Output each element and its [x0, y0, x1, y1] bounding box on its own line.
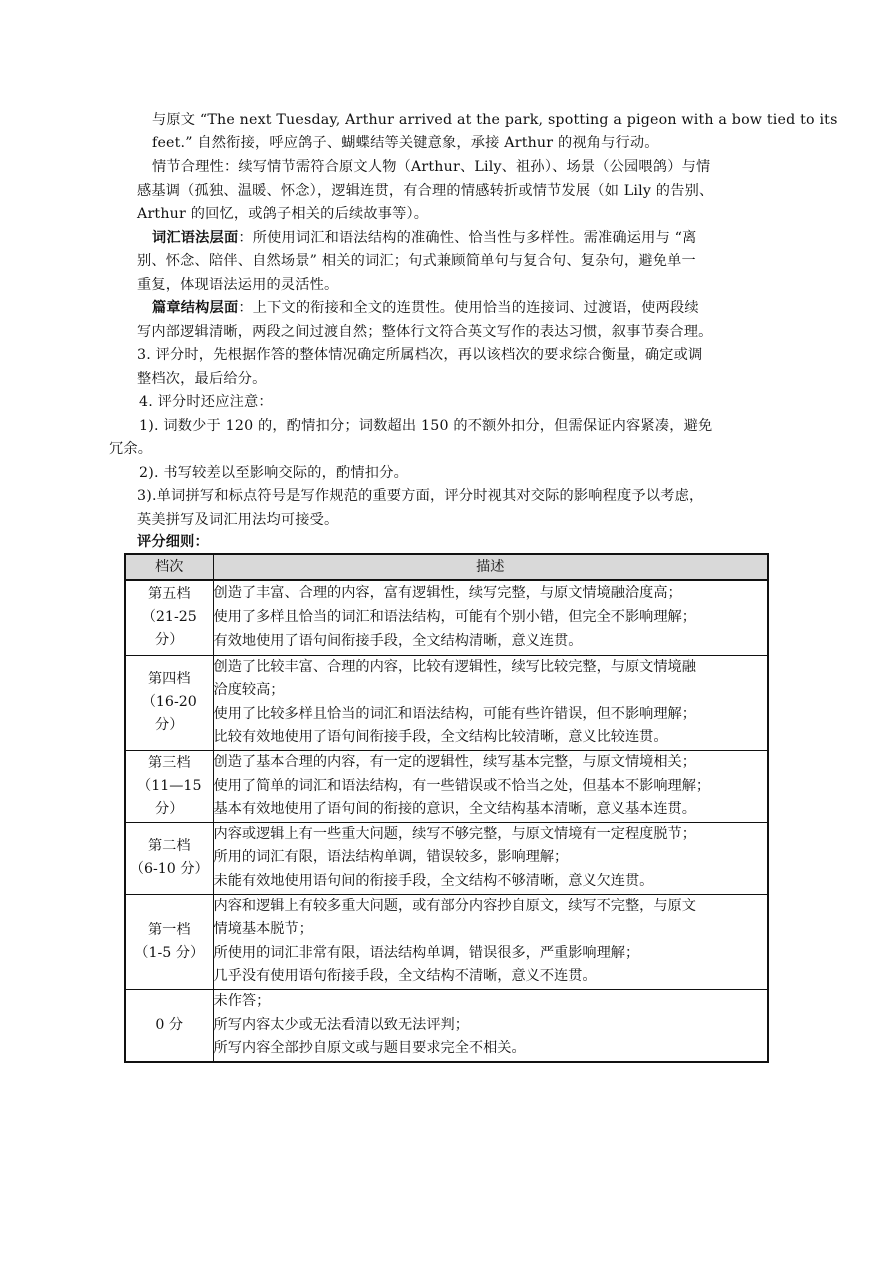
- struct-line-1: [152, 297, 699, 319]
- level-cell: 第五档 （21-25 分）: [125, 580, 213, 655]
- description-cell: 创造了比较丰富、合理的内容，比较有逻辑性，续写比较完整，与原文情境融 洽度较高； 使用了比较多样且恰当的词汇和语法结构，可能有些许错误，但不影响理解； 比较有效地使用了语句间衔接手段，全文结构比较清晰，意义比较连贯。: [213, 655, 768, 750]
- rubric-title: 评分细则：: [137, 534, 209, 550]
- note1-line-1: 1). 词数少于 120 的，酌情扣分；词数超出 150 的不额外扣分，但需保证内容紧凑，避免: [139, 418, 713, 434]
- note3-line-1: 3).单词拼写和标点符号是写作规范的重要方面，评分时视其对交际的影响程度予以考虑，: [137, 488, 704, 504]
- header-description: 描述: [213, 554, 768, 580]
- description-cell: 未作答； 所写内容太少或无法看清以致无法评判； 所写内容全部抄自原文或与题目要求完全不相关。: [213, 990, 768, 1062]
- struct-line-2: 写内部逻辑清晰，两段之间过渡自然；整体行文符合英文写作的表达习惯，叙事节奏合理。: [137, 324, 713, 340]
- note2: 2). 书写较差以至影响交际的，酌情扣分。: [139, 465, 408, 481]
- description-cell: 内容和逻辑上有较多重大问题，或有部分内容抄自原文，续写不完整，与原文 情境基本脱节； 所使用的词汇非常有限，语法结构单调，错误很多，严重影响理解； 几乎没有使用语句衔接手段，全文结构不清晰，意义不连贯。: [213, 894, 768, 989]
- plot-line-1: 情节合理性：续写情节需符合原文人物（Arthur、Lily、祖孙）、场景（公园喂鸽）与情: [152, 159, 711, 175]
- rubric-table: [124, 553, 769, 1063]
- vocab-line-1: [152, 227, 697, 249]
- item4: 4. 评分时还应注意：: [139, 394, 273, 410]
- table-header-row: [125, 554, 768, 580]
- vocab-text: ：所使用词汇和语法结构的准确性、恰当性与多样性。需准确运用与 “离: [238, 230, 697, 246]
- level-cell: 第一档 （1-5 分）: [125, 894, 213, 989]
- table-row: [125, 990, 768, 1062]
- vocab-line-2: 别、怀念、陪伴、自然场景” 相关的词汇；句式兼顾简单句与复合句、复杂句，避免单一: [137, 253, 696, 269]
- item3-line-1: 3. 评分时，先根据作答的整体情况确定所属档次，再以该档次的要求综合衡量，确定或调: [137, 347, 703, 363]
- note1-line-2: 冗余。: [109, 441, 153, 457]
- vocab-label: 词汇语法层面: [152, 230, 239, 246]
- vocab-line-3: 重复，体现语法运用的灵活性。: [137, 277, 339, 293]
- struct-label: 篇章结构层面: [152, 300, 239, 316]
- table-row: [125, 655, 768, 750]
- level-cell: 第四档 （16-20 分）: [125, 655, 213, 750]
- table-row: [125, 894, 768, 989]
- note3-line-2: 英美拼写及词汇用法均可接受。: [137, 512, 339, 528]
- level-cell: 0 分: [125, 990, 213, 1062]
- level-cell: 第二档 （6-10 分）: [125, 822, 213, 894]
- plot-line-2: 感基调（孤独、温暖、怀念），逻辑连贯，有合理的情感转折或情节发展（如 Lily 的告别、: [137, 183, 714, 199]
- header-level: 档次: [125, 554, 213, 580]
- item3-line-2: 整档次，最后给分。: [137, 371, 267, 387]
- intro-line-1: 与原文 “The next Tuesday, Arthur arrived at the park, spotting a pigeon with a bow tied to its: [152, 112, 838, 128]
- description-cell: 创造了丰富、合理的内容，富有逻辑性，续写完整，与原文情境融洽度高； 使用了多样且恰当的词汇和语法结构，可能有个别小错，但完全不影响理解； 有效地使用了语句间衔接手段，全文结构清晰，意义连贯。: [213, 580, 768, 655]
- level-cell: 第三档 （11—15 分）: [125, 750, 213, 822]
- intro-line-2: feet.” 自然衔接，呼应鸽子、蝴蝶结等关键意象，承接 Arthur 的视角与行动。: [152, 135, 659, 151]
- description-cell: 内容或逻辑上有一些重大问题，续写不够完整，与原文情境有一定程度脱节； 所用的词汇有限，语法结构单调，错误较多，影响理解； 未能有效地使用语句间的衔接手段，全文结构不够清晰，意义欠连贯。: [213, 822, 768, 894]
- table-row: [125, 822, 768, 894]
- struct-text: ：上下文的衔接和全文的连贯性。使用恰当的连接词、过渡语，使两段续: [238, 300, 699, 316]
- table-row: [125, 580, 768, 655]
- description-cell: 创造了基本合理的内容，有一定的逻辑性，续写基本完整，与原文情境相关； 使用了简单的词汇和语法结构，有一些错误或不恰当之处，但基本不影响理解； 基本有效地使用了语句间的衔接的意识，全文结构基本清晰，意义基本连贯。: [213, 750, 768, 822]
- plot-line-3: Arthur 的回忆，或鸽子相关的后续故事等）。: [137, 206, 429, 222]
- table-row: [125, 750, 768, 822]
